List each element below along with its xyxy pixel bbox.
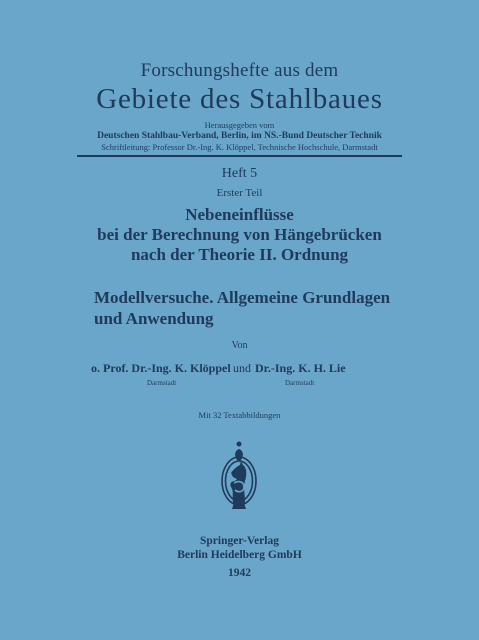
von-label: Von xyxy=(231,340,248,351)
author-conjunction: und xyxy=(233,361,251,375)
series-title: Gebiete des Stahlbaues xyxy=(96,83,383,115)
divider-rule xyxy=(77,155,402,157)
editor-line: Herausgegeben vom xyxy=(204,120,275,130)
publisher-location: Berlin Heidelberg GmbH xyxy=(177,549,302,561)
title-line-3: nach der Theorie II. Ordnung xyxy=(130,245,349,264)
organization-line: Deutschen Stahlbau-Verband, Berlin, im NS.-Bund Deutscher Technik xyxy=(97,131,382,141)
leadership-line: Schriftleitung: Professor Dr.-Ing. K. Klöppel, Technische Hochschule, Darmstadt xyxy=(101,142,378,152)
series-top-line: Forschungshefte aus dem xyxy=(140,60,339,81)
subtitle-line-2: und Anwendung xyxy=(94,309,214,328)
title-line-1: Nebeneinflüsse xyxy=(185,205,294,224)
author-first: o. Prof. Dr.-Ing. K. Klöppel xyxy=(91,361,231,375)
publication-year: 1942 xyxy=(228,567,251,579)
subtitle-line-1: Modellversuche. Allgemeine Grundlagen xyxy=(94,288,391,307)
author-second: Dr.-Ing. K. H. Lie xyxy=(255,361,346,375)
author-second-place: Darmstadt xyxy=(285,379,315,387)
figures-note: Mit 32 Textabbildungen xyxy=(198,410,281,420)
title-line-2: bei der Berechnung von Hängebrücken xyxy=(97,225,382,244)
springer-knight-chess-icon xyxy=(214,437,264,517)
publisher-name: Springer-Verlag xyxy=(199,535,279,547)
author-first-place: Darmstadt xyxy=(147,379,177,387)
issue-number: Heft 5 xyxy=(221,166,258,181)
part-label: Erster Teil xyxy=(216,187,263,199)
